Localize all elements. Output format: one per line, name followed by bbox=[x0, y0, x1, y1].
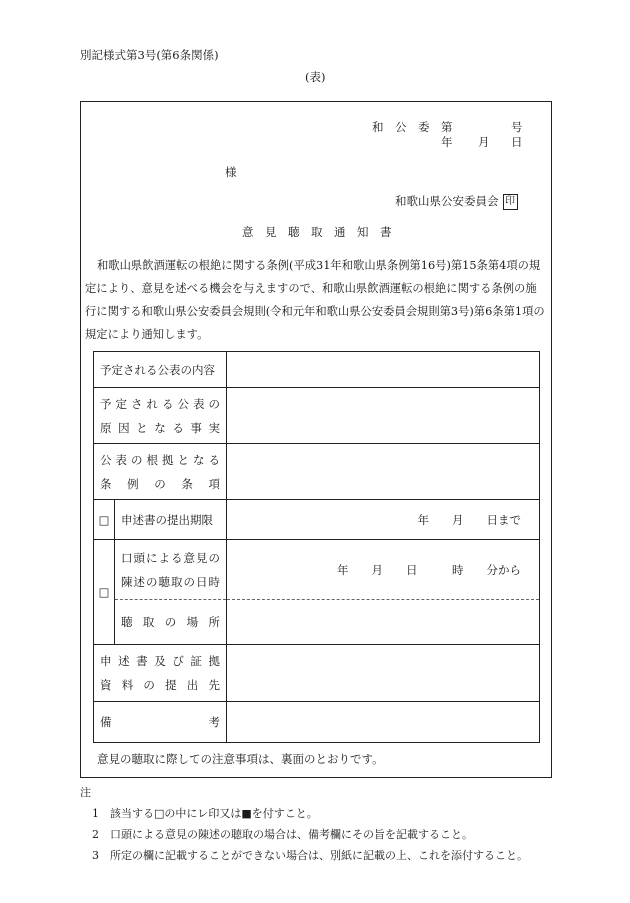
side-label: (表) bbox=[305, 70, 326, 84]
note-item: 2 口頭による意見の陳述の聴取の場合は、備考欄にその旨を記載すること。 bbox=[92, 828, 473, 841]
notes-heading: 注 bbox=[80, 786, 91, 799]
table-row bbox=[94, 444, 540, 500]
submission-destination-label-line2: 資料の提出先 bbox=[100, 678, 220, 692]
form-label: 別記様式第3号(第6条関係) bbox=[80, 48, 219, 62]
document-number-prefix: 和 公 委 第 bbox=[372, 120, 453, 134]
table-row bbox=[94, 352, 540, 388]
remarks-value bbox=[227, 702, 540, 743]
seal-stamp: 印 bbox=[503, 194, 518, 210]
cause-fact-label-line2: 原因となる事実 bbox=[100, 420, 220, 435]
oral-hearing-label-line1: 口頭による意見の bbox=[121, 550, 220, 565]
submission-deadline-value: 年 月 日まで bbox=[227, 500, 540, 540]
note-item: 1 該当する□の中にレ印又は■を付すこと。 bbox=[92, 807, 318, 820]
hearing-place-value bbox=[227, 600, 540, 645]
row-label bbox=[94, 702, 227, 743]
submission-destination-value bbox=[227, 645, 540, 702]
table-row bbox=[94, 702, 540, 743]
date-month: 月 bbox=[478, 135, 490, 149]
cause-fact-value bbox=[227, 388, 540, 444]
date-day: 日 bbox=[511, 135, 523, 149]
row-label bbox=[94, 444, 227, 500]
basis-clause-label-line2: 条例の条項 bbox=[100, 476, 220, 491]
checkbox[interactable]: □ bbox=[94, 540, 115, 645]
note-item: 3 所定の欄に記載することができない場合は、別紙に記載の上、これを添付すること。 bbox=[92, 849, 528, 862]
addressee-suffix: 様 bbox=[225, 165, 237, 179]
basis-clause-label-line1: 公表の根拠となる bbox=[100, 452, 220, 467]
row-label bbox=[115, 540, 227, 600]
oral-hearing-label-line2: 陳述の聴取の日時 bbox=[121, 574, 220, 589]
table-row bbox=[94, 500, 540, 540]
cause-fact-label-line1: 予定される公表の bbox=[100, 396, 220, 411]
table-row bbox=[94, 388, 540, 444]
submission-destination-label-line1: 申述書及び証拠 bbox=[100, 654, 220, 668]
info-table bbox=[93, 351, 540, 743]
row-label bbox=[94, 352, 227, 388]
remarks-label: 備考 bbox=[100, 715, 220, 729]
document-title: 意 見 聴 取 通 知 書 bbox=[242, 225, 392, 239]
submission-deadline-label: 申述書の提出期限 bbox=[115, 500, 227, 540]
body-text: 和歌山県飲酒運転の根絶に関する条例(平成31年和歌山県条例第16号)第15条第4項の規定により、意見を述べる機会を与えますので、和歌山県飲酒運転の根絶に関する条例の施行に関する和歌山県公安委員会規則(令和元年和歌山県公安委員会規則第3号)第6条第1項の規定により通知します。 bbox=[85, 259, 545, 341]
table-row bbox=[94, 540, 540, 600]
basis-clause-value bbox=[227, 444, 540, 500]
checkbox[interactable]: □ bbox=[94, 500, 115, 540]
publication-content-value bbox=[227, 352, 540, 388]
row-label bbox=[94, 645, 227, 702]
row-label bbox=[94, 388, 227, 444]
document-number-suffix: 号 bbox=[511, 120, 523, 134]
notes bbox=[80, 782, 620, 866]
row-label bbox=[115, 600, 227, 645]
footer-text: 意見の聴取に際しての注意事項は、裏面のとおりです。 bbox=[97, 752, 384, 766]
hearing-place-label: 聴取の場所 bbox=[121, 615, 220, 629]
table-row bbox=[94, 645, 540, 702]
oral-hearing-datetime-value: 年 月 日 時 分から bbox=[227, 540, 540, 600]
publication-content-label: 予定される公表の内容 bbox=[100, 362, 215, 377]
date-year: 年 bbox=[441, 135, 453, 149]
issuer bbox=[395, 193, 518, 210]
issuer-name: 和歌山県公安委員会 bbox=[395, 194, 499, 208]
table-row bbox=[94, 600, 540, 645]
